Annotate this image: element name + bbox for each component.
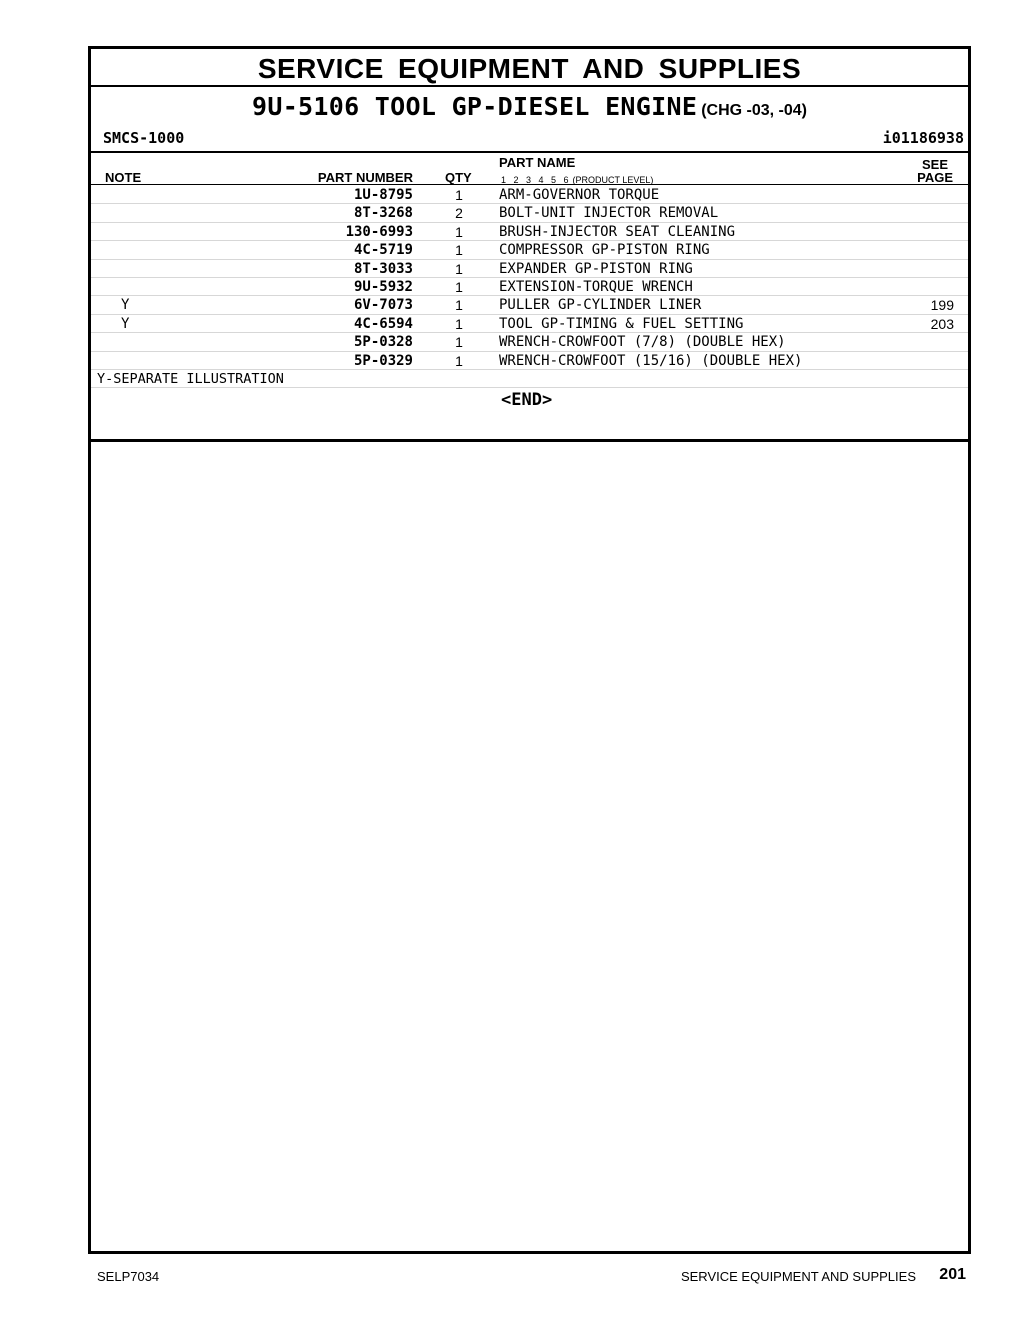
row-see-page: 203 <box>930 315 954 332</box>
row-part-name: PULLER GP-CYLINDER LINER <box>499 297 702 314</box>
row-qty: 1 <box>455 260 463 277</box>
row-part-name: BRUSH-INJECTOR SEAT CLEANING <box>499 223 736 240</box>
col-header-note: NOTE <box>105 170 142 185</box>
change-level: (CHG -03, -04) <box>701 102 807 119</box>
product-level-label: (PRODUCT LEVEL) <box>572 175 654 185</box>
row-part-name: COMPRESSOR GP-PISTON RING <box>499 242 710 259</box>
row-qty: 1 <box>455 297 463 314</box>
table-row <box>91 223 968 241</box>
row-part-number: 6V-7073 <box>353 297 413 314</box>
row-part-name: TOOL GP-TIMING & FUEL SETTING <box>499 315 744 332</box>
row-part-number: 8T-3033 <box>353 260 413 277</box>
row-qty: 1 <box>455 334 463 351</box>
smcs-code: SMCS-1000 <box>103 129 185 147</box>
col-header-part-number: PART NUMBER <box>317 170 413 185</box>
header-divider <box>91 151 968 153</box>
footnote-row <box>91 370 968 388</box>
group-title <box>91 93 968 125</box>
row-part-number: 4C-6594 <box>353 315 413 332</box>
document-id: i01186938 <box>882 129 964 147</box>
row-qty: 2 <box>455 205 463 222</box>
row-note: Y <box>121 315 130 332</box>
col-header-see: SEE <box>921 157 948 172</box>
product-level-numbers: 1 2 3 4 5 6 <box>501 175 569 185</box>
row-qty: 1 <box>455 242 463 259</box>
row-part-number: 8T-3268 <box>353 205 413 222</box>
parts-table <box>91 186 968 388</box>
page-number: 201 <box>939 1266 966 1283</box>
row-part-name: EXPANDER GP-PISTON RING <box>499 260 693 277</box>
row-part-number: 5P-0329 <box>353 352 413 369</box>
row-part-number: 1U-8795 <box>353 187 413 203</box>
footer-doc-code: SELP7034 <box>97 1269 160 1284</box>
table-row <box>91 260 968 278</box>
col-header-part-name: PART NAME <box>499 155 576 170</box>
table-row <box>91 241 968 259</box>
content-bottom-divider <box>91 439 968 442</box>
row-qty: 1 <box>455 352 463 369</box>
table-row <box>91 296 968 314</box>
row-part-name: WRENCH-CROWFOOT (7/8) (DOUBLE HEX) <box>499 334 786 351</box>
row-part-number: 130-6993 <box>345 223 413 240</box>
table-row <box>91 352 968 370</box>
row-part-number: 5P-0328 <box>353 334 413 351</box>
footnote-text: Y-SEPARATE ILLUSTRATION <box>97 370 284 387</box>
page-frame <box>88 46 971 1254</box>
row-qty: 1 <box>455 187 463 203</box>
row-qty: 1 <box>455 278 463 295</box>
section-title: SERVICE EQUIPMENT AND SUPPLIES <box>91 49 968 87</box>
row-part-number: 9U-5932 <box>353 278 413 295</box>
row-note: Y <box>121 297 130 314</box>
row-part-name: ARM-GOVERNOR TORQUE <box>499 187 660 203</box>
row-qty: 1 <box>455 223 463 240</box>
table-row <box>91 333 968 351</box>
row-part-name: WRENCH-CROWFOOT (15/16) (DOUBLE HEX) <box>499 352 803 369</box>
row-qty: 1 <box>455 315 463 332</box>
footer-section: SERVICE EQUIPMENT AND SUPPLIES <box>680 1269 916 1284</box>
table-row <box>91 278 968 296</box>
row-part-name: BOLT-UNIT INJECTOR REMOVAL <box>499 205 719 222</box>
group-title-text: 9U-5106 TOOL GP-DIESEL ENGINE <box>252 92 698 121</box>
table-row <box>91 186 968 204</box>
row-see-page: 199 <box>930 297 954 314</box>
col-header-qty: QTY <box>445 170 472 185</box>
table-row <box>91 315 968 333</box>
end-marker: <END> <box>501 390 553 410</box>
col-header-page: PAGE <box>917 170 953 185</box>
row-part-number: 4C-5719 <box>353 242 413 259</box>
row-part-name: EXTENSION-TORQUE WRENCH <box>499 278 693 295</box>
column-header-divider <box>91 184 968 185</box>
table-row <box>91 204 968 222</box>
